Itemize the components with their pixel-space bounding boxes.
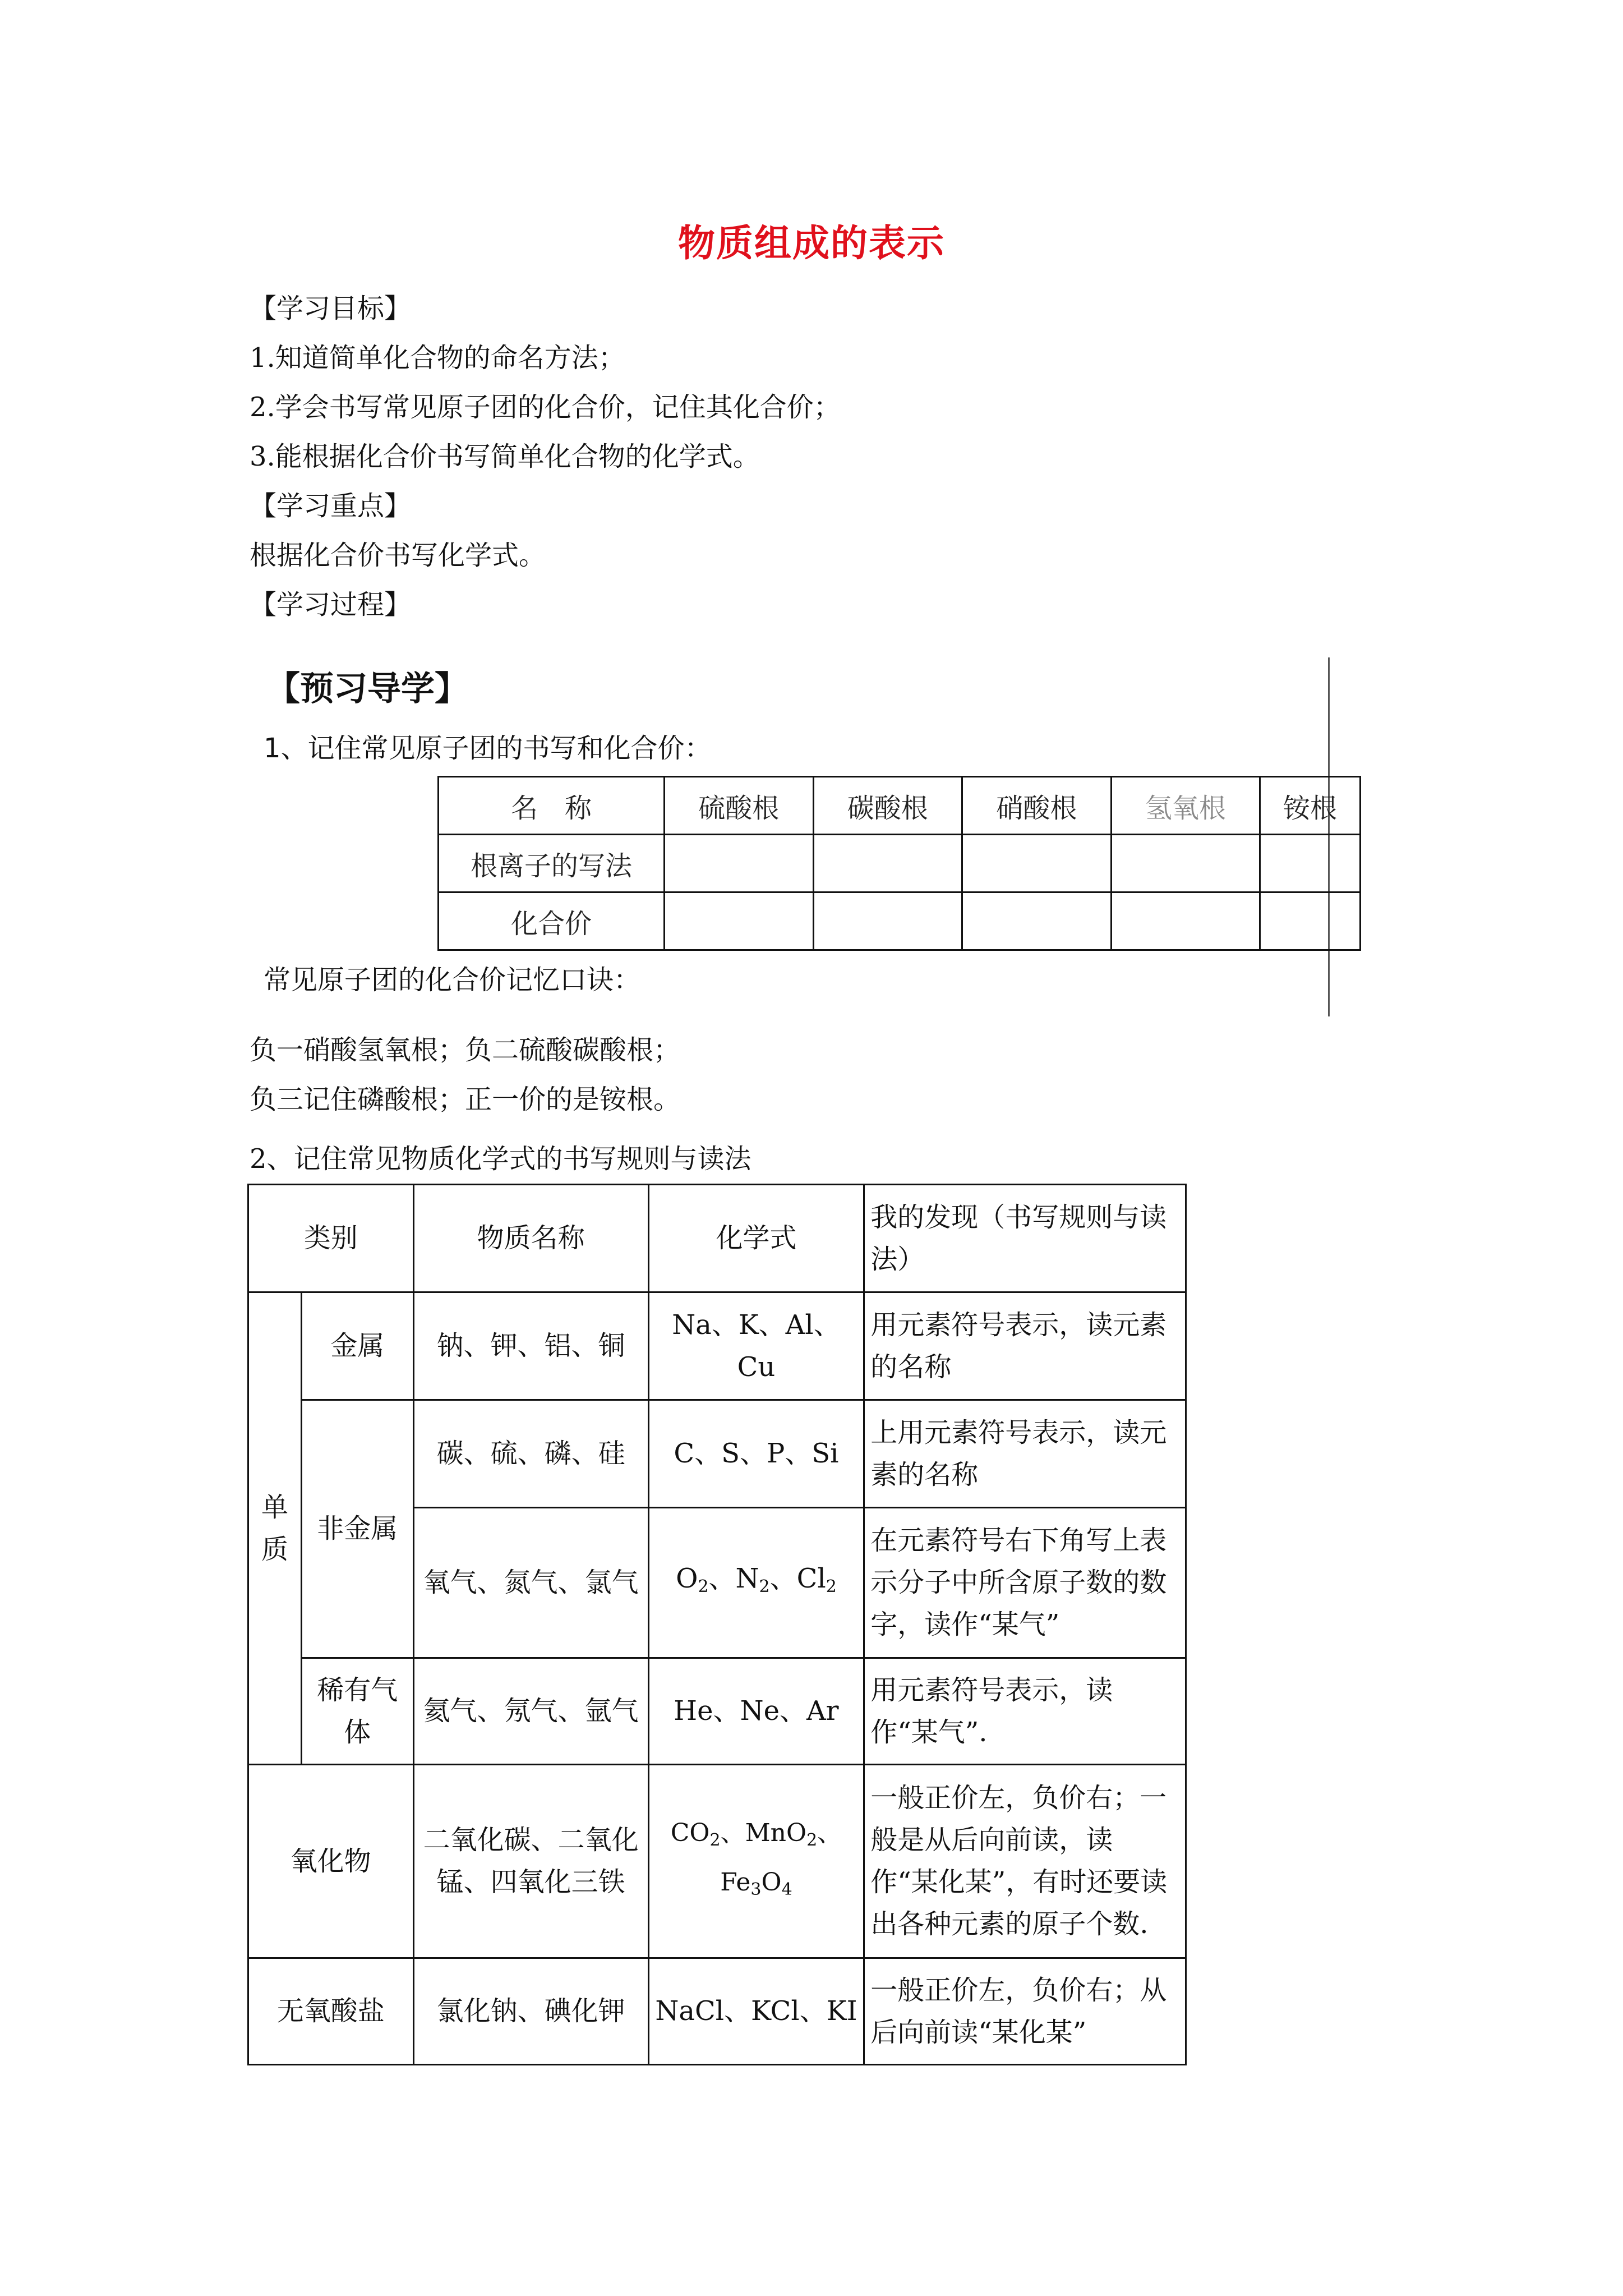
sub-category: 金属 (301, 1292, 413, 1400)
focus-heading: 【学习重点】 (250, 490, 412, 522)
formula: C、S、P、Si (648, 1400, 864, 1508)
table-cell[interactable] (813, 892, 962, 950)
rule: 上用元素符号表示，读元素的名称 (864, 1400, 1186, 1508)
group-simple (248, 1292, 302, 1765)
table-cell[interactable] (962, 892, 1112, 950)
formula: He、Ne、Ar (648, 1658, 864, 1765)
table-cell[interactable] (1111, 835, 1260, 892)
substance-names: 氯化钠、碘化钾 (413, 1958, 648, 2065)
category: 无氧酸盐 (248, 1958, 414, 2065)
substance-names: 氧气、氮气、氯气 (413, 1508, 648, 1658)
table-cell[interactable] (1260, 892, 1361, 950)
table-cell[interactable] (1260, 835, 1361, 892)
table-cell[interactable] (665, 892, 814, 950)
table-row (248, 1958, 1186, 2065)
table-cell[interactable] (962, 835, 1112, 892)
table-row-label: 化合价 (439, 892, 665, 950)
table-row (248, 1658, 1186, 1765)
table-header-cell: 硫酸根 (665, 777, 814, 835)
header-category: 类别 (248, 1185, 414, 1292)
table-row (439, 835, 1361, 892)
sub-category: 稀有气体 (301, 1658, 413, 1765)
table-header-cell: 硝酸根 (962, 777, 1112, 835)
formula: $O_2$、$N_2$、$Cl_2$ (648, 1508, 864, 1658)
rule: 一般正价左，负价右；一般是从后向前读，读作“某化某”，有时还要读出各种元素的原子个数. (864, 1765, 1186, 1958)
formula: NaCl、KCl、KI (648, 1958, 864, 2065)
mnemonic-line: 负一硝酸氢氧根；负二硫酸碳酸根； (250, 1034, 681, 1066)
mnemonic-line: 负三记住磷酸根；正一价的是铵根。 (250, 1084, 681, 1115)
mnemonic-heading: 常见原子团的化合价记忆口诀： (264, 964, 641, 996)
table-cell[interactable] (1111, 892, 1260, 950)
table-row (248, 1185, 1186, 1292)
table-row (248, 1292, 1186, 1400)
table-header-cell: 铵根 (1260, 777, 1361, 835)
table-row-label: 根离子的写法 (439, 835, 665, 892)
table-row (439, 777, 1361, 835)
header-name: 物质名称 (413, 1185, 648, 1292)
formula-table (247, 1184, 1187, 2065)
page-title: 物质组成的表示 (678, 221, 945, 265)
objectives-heading: 【学习目标】 (250, 293, 412, 324)
table-cell[interactable] (813, 835, 962, 892)
formula: $CO_2$、MnO$_2$、$Fe_3O_4$ (648, 1765, 864, 1958)
rule: 一般正价左，负价右；从后向前读“某化某” (864, 1958, 1186, 2065)
formula: Na、K、Al、Cu (648, 1292, 864, 1400)
preview-heading: 【预习导学】 (266, 669, 468, 708)
section2-heading: 2、记住常见物质化学式的书写规则与读法 (250, 1143, 751, 1175)
table-cell[interactable] (665, 835, 814, 892)
focus-text: 根据化合价书写化学式。 (250, 540, 546, 571)
objective-item: 2.学会书写常见原子团的化合价，记住其化合价； (250, 392, 841, 423)
table-row (248, 1765, 1186, 1958)
group-simple-label: 单质 (261, 1491, 288, 1565)
objective-item: 1.知道简单化合物的命名方法； (250, 342, 625, 374)
header-finding: 我的发现（书写规则与读法） (864, 1185, 1186, 1292)
table-header-cell: 名 称 (439, 777, 665, 835)
radical-table (437, 776, 1361, 951)
process-heading: 【学习过程】 (250, 589, 412, 620)
rule: 用元素符号表示，读作“某气”. (864, 1658, 1186, 1765)
header-formula: 化学式 (648, 1185, 864, 1292)
substance-names: 二氧化碳、二氧化锰、四氧化三铁 (413, 1765, 648, 1958)
objective-item: 3.能根据化合价书写简单化合物的化学式。 (250, 441, 760, 472)
preview-item-1: 1、记住常见原子团的书写和化合价： (264, 733, 712, 764)
substance-names: 碳、硫、磷、硅 (413, 1400, 648, 1508)
substance-names: 氦气、氖气、氩气 (413, 1658, 648, 1765)
sub-category: 非金属 (301, 1400, 413, 1658)
table-header-cell: 氢氧根 (1111, 777, 1260, 835)
table-row (248, 1400, 1186, 1508)
table-row (439, 892, 1361, 950)
rule: 用元素符号表示，读元素的名称 (864, 1292, 1186, 1400)
table-header-cell: 碳酸根 (813, 777, 962, 835)
rule: 在元素符号右下角写上表示分子中所含原子数的数字，读作“某气” (864, 1508, 1186, 1658)
category: 氧化物 (248, 1765, 414, 1958)
substance-names: 钠、钾、铝、铜 (413, 1292, 648, 1400)
